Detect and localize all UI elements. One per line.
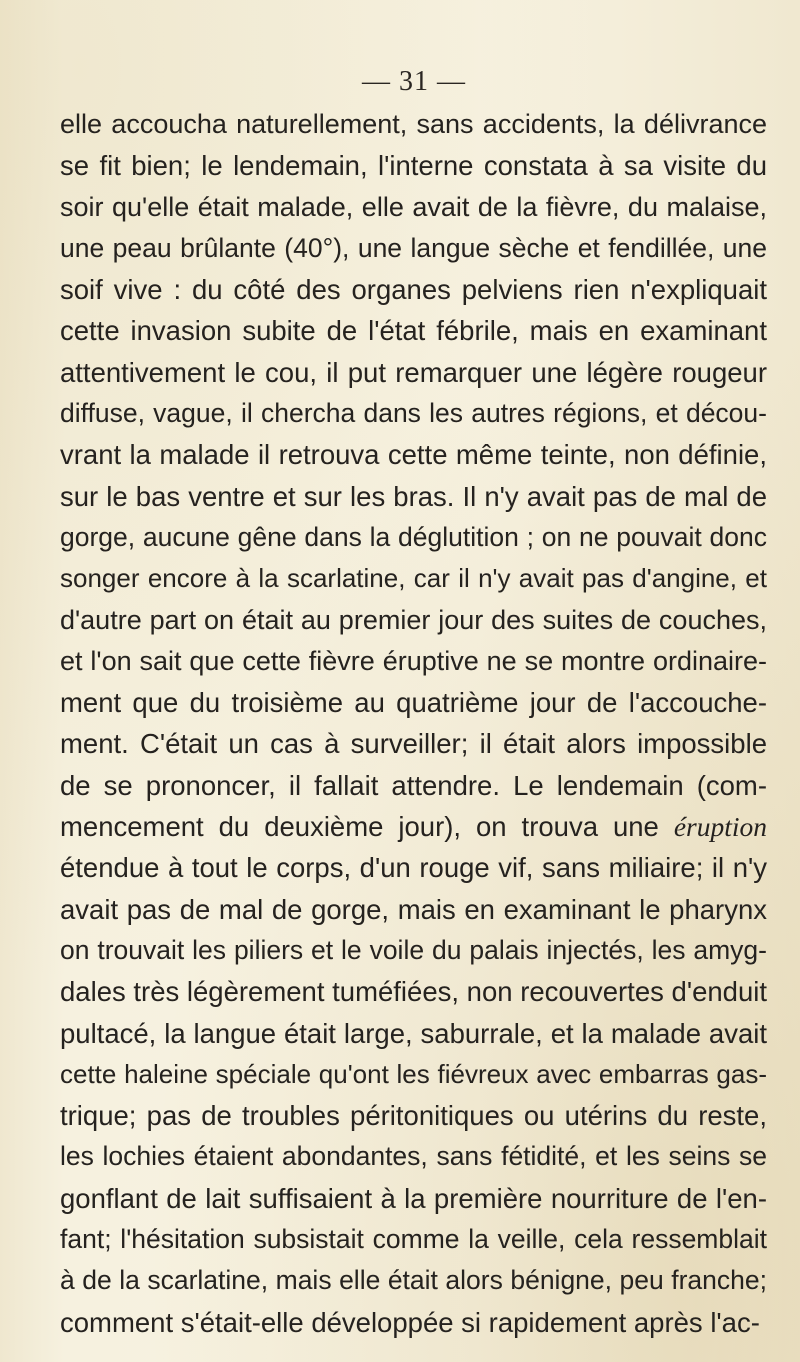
text-line: à de la scarlatine, mais elle était alors bénigne, peu franche; xyxy=(60,1265,767,1296)
text-line: pultacé, la langue était large, saburrale, et la malade avait xyxy=(60,1017,767,1049)
text-line: trique; pas de troubles péritonitiques ou utérins du reste, xyxy=(60,1100,767,1132)
text-line: cette invasion subite de l'état fébrile, mais en examinant xyxy=(60,315,767,347)
text-line: soir qu'elle était malade, elle avait de la fièvre, du malaise, xyxy=(60,191,767,222)
text-line: et l'on sait que cette fièvre éruptive ne se montre ordinaire- xyxy=(60,645,767,676)
text-line: se fit bien; le lendemain, l'interne constata à sa visite du xyxy=(60,150,767,182)
text-line-with-italic xyxy=(60,806,767,847)
text-line: étendue à tout le corps, d'un rouge vif, sans miliaire; il n'y xyxy=(60,852,767,884)
text-line: une peau brûlante (40°), une langue sèche et fendillée, une xyxy=(60,232,767,263)
text-line: avait pas de mal de gorge, mais en examinant le pharynx xyxy=(60,893,767,925)
text-line: ment. C'était un cas à surveiller; il était alors impossible xyxy=(60,728,767,760)
text-line: de se prononcer, il fallait attendre. Le lendemain (com- xyxy=(60,769,767,801)
text-line: comment s'était-elle développée si rapidement après l'ac- xyxy=(60,1306,760,1338)
text-line: vrant la malade il retrouva cette même teinte, non définie, xyxy=(60,439,767,471)
text-line: d'autre part on était au premier jour des suites de couches, xyxy=(60,604,767,635)
body-text xyxy=(60,104,767,1343)
text-line: ment que du troisième au quatrième jour de l'accouche- xyxy=(60,687,767,719)
page-number: — 31 — xyxy=(362,66,466,97)
text-line: songer encore à la scarlatine, car il n'y avait pas d'angine, et xyxy=(60,563,767,594)
text-line: on trouvait les piliers et le voile du palais injectés, les amyg- xyxy=(60,934,767,965)
text-line-start: mencement du deuxième jour), on trouva une xyxy=(60,811,659,843)
text-line: dales très légèrement tuméfiées, non recouvertes d'enduit xyxy=(60,976,767,1008)
text-line: sur le bas ventre et sur les bras. Il n'y avait pas de mal de xyxy=(60,480,767,512)
text-line: cette haleine spéciale qu'ont les fiévreux avec embarras gas- xyxy=(60,1058,767,1089)
text-line: fant; l'hésitation subsistait comme la veille, cela ressemblait xyxy=(60,1224,767,1255)
text-line: diffuse, vague, il chercha dans les autres régions, et décou- xyxy=(60,398,767,429)
text-line: attentivement le cou, il put remarquer une légère rougeur xyxy=(60,356,767,388)
text-line: elle accoucha naturellement, sans accidents, la délivrance xyxy=(60,109,767,139)
text-line: gonflant de lait suffisaient à la première nourriture de l'en- xyxy=(60,1182,767,1214)
text-line: soif vive : du côté des organes pelviens rien n'expliquait xyxy=(60,274,767,306)
italic-word: éruption xyxy=(673,811,768,843)
text-line: gorge, aucune gêne dans la déglutition ; on ne pouvait donc xyxy=(60,521,767,552)
text-line: les lochies étaient abondantes, sans fétidité, et les seins se xyxy=(60,1141,767,1172)
